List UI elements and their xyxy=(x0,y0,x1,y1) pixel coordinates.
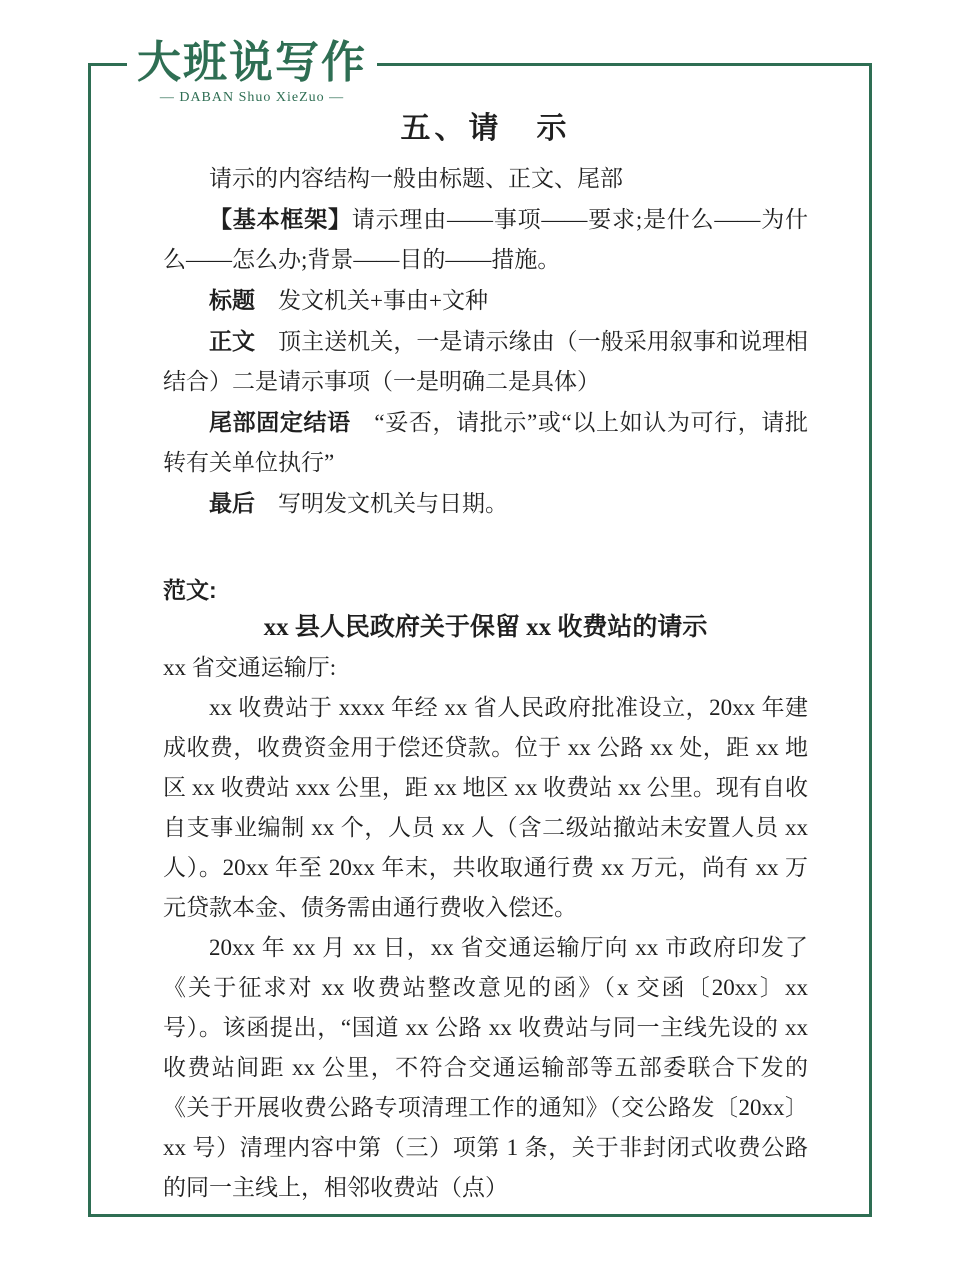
note-text: 写明发文机关与日期。 xyxy=(278,491,508,516)
note-heading-rule xyxy=(163,280,808,321)
document-content xyxy=(163,112,808,1208)
note-text: 顶主送机关，一是请示缘由（一般采用叙事和说理相结合）二是请示事项（一是明确二是具体） xyxy=(163,329,809,394)
note-label: 尾部固定结语 xyxy=(209,409,375,435)
note-text: 请示的内容结构一般由标题、正文、尾部 xyxy=(209,166,623,191)
note-final-rule xyxy=(163,483,808,524)
note-basic-framework xyxy=(163,199,808,280)
brand-logo xyxy=(127,38,377,105)
brand-logo-english: — DABAN Shuo XieZuo — xyxy=(159,89,345,105)
brand-logo-chinese: 大班说写作 xyxy=(137,38,367,87)
sample-salutation: xx 省交通运输厅: xyxy=(163,655,337,680)
page-title: 五、请 示 xyxy=(400,112,571,145)
sample-paragraph-2: 20xx 年 xx 月 xx 日，xx 省交通运输厅向 xx 市政府印发了《关于征求对 xx 收费站整改意见的函》（x 交函〔20xx〕xx 号）。该函提出，“国道 xx 公路 xx 收费站与同一主线先设的 xx 收费站间距 xx 公里，不符合交通运输部等五部委联合下发的《关于开展收费公路专项清理工作的通知》（交公路发〔20xx〕xx 号）清理内容中第（三）项第 1 条，关于非封闭式收费公路的同一主线上，相邻收费站（点） xyxy=(163,935,808,1200)
note-structure xyxy=(163,158,808,199)
sample-label: 范文: xyxy=(163,577,217,603)
note-text: 请示理由——事项——要求;是什么——为什么——怎么办;背景——目的——措施。 xyxy=(163,207,809,272)
sample-document-title: xx 县人民政府关于保留 xx 收费站的请示 xyxy=(263,614,708,641)
note-text: 发文机关+事由+文种 xyxy=(278,288,488,313)
note-label: 正文 xyxy=(209,328,279,354)
sample-section xyxy=(163,572,808,1208)
note-text: “妥否，请批示”或“以上如认为可行，请批转有关单位执行” xyxy=(163,410,808,475)
note-label: 【基本框架】 xyxy=(209,206,352,232)
sample-paragraph-1: xx 收费站于 xxxx 年经 xx 省人民政府批准设立，20xx 年建成收费，收费资金用于偿还贷款。位于 xx 公路 xx 处，距 xx 地区 xx 收费站 xxx 公里，距 xx 地区 xx 收费站 xx 公里。现有自收自支事业编制 xx 个，人员 xx 人（含二级站撤站未安置人员 xx 人）。20xx 年至 20xx 年末，共收取通行费 xx 万元，尚有 xx 万元贷款本金、债务需由通行费收入偿还。 xyxy=(163,695,809,920)
note-label: 标题 xyxy=(209,287,278,313)
note-ending-rule xyxy=(163,402,808,483)
note-body-rule xyxy=(163,321,808,402)
note-label: 最后 xyxy=(209,490,278,516)
